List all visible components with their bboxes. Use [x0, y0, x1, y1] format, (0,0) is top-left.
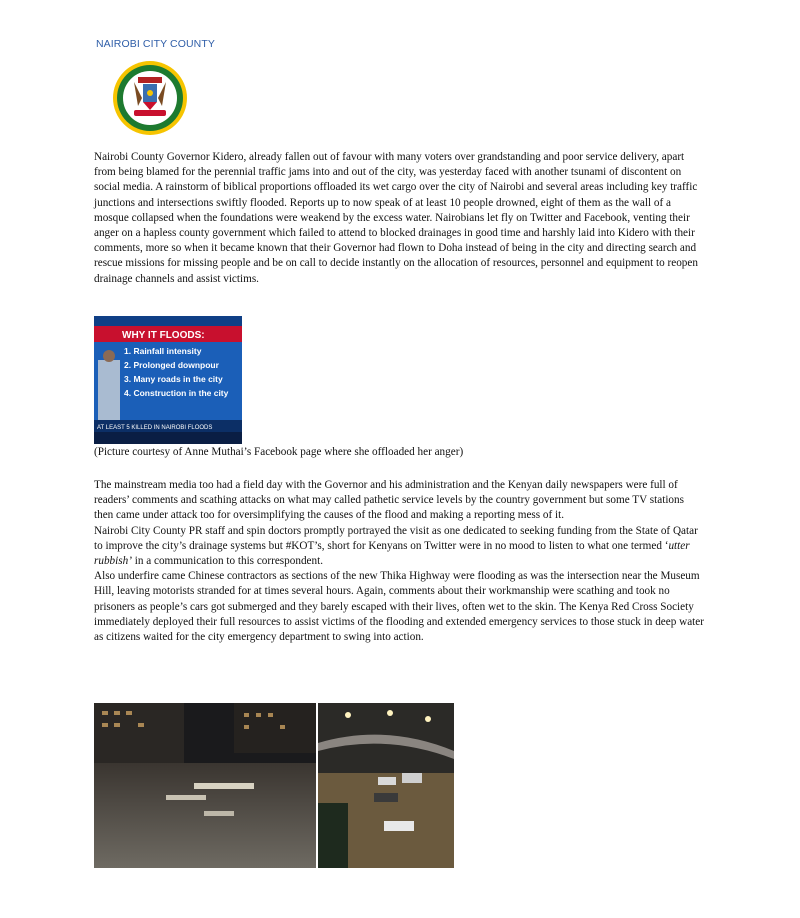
contractors-paragraph: Also underfire came Chinese contractors as sections of the new Thika Highway were flooding as was the intersection near the Museum Hill, leaving motorists stranded for at times several hours. Again, comments about their workmanship were scathing and took no prisoners as people’s cars got submerged and they barely escaped with their lives, often wet to the skin. The Kenya Red Cross Society immediately deployed their full resources to assist victims of the flooding and extended emergency services to those stuck in deep water as citizens waited for the city emergency department to swing into action.: [94, 570, 704, 644]
org-header: NAIROBI CITY COUNTY: [96, 38, 215, 50]
county-seal-logo: [112, 60, 188, 136]
tv-item-1: 1. Rainfall intensity: [124, 346, 202, 356]
media-paragraph: The mainstream media too had a field day with the Governor and his administration and the Kenyan daily newspapers were full of readers’ comments and scathing attacks on what may called pathetic service levels by the country government but some TV stations then came under attack too for oversimplifying the causes of the flood and making a reporting mess of it.: [94, 479, 684, 522]
flooded-highway-image: [318, 703, 454, 868]
tv-item-2: 2. Prolonged downpour: [124, 360, 219, 370]
pr-paragraph: Nairobi City County PR staff and spin doctors promptly portrayed the visit as one dedicated to seeking funding from the State of Qatar to improve the city’s drainage systems but #KOT’s, short for Kenyans on Twitter were in no mood to listen to what one termed ‘utter rubbish’ in a communication to this correspondent.: [94, 524, 698, 568]
tv-item-3: 3. Many roads in the city: [124, 374, 223, 384]
body-paragraphs: [94, 478, 706, 645]
tv-screenshot-image: [94, 316, 242, 444]
photo-caption: (Picture courtesy of Anne Muthai’s Facebook page where she offloaded her anger): [94, 446, 464, 458]
intro-paragraph: Nairobi County Governor Kidero, already fallen out of favour with many voters over grandstanding and poor service delivery, apart from being blamed for the perennial traffic jams into and out of the city, was yesterday faced with another tsunami of discontent on social media. A rainstorm of biblical proportions offloaded its wet cargo over the city of Nairobi and several areas including key traffic junctions and intersections swiftly flooded. Reports up to now speak of at least 10 people drowned, eight of them as the wall of a mosque collapsed when the foundations were weakend by the excess water. Nairobians let fly on Twitter and Facebook, venting their anger on a hapless county government which failed to attend to blocked drainages in good time and harshly laid into Kidero with their comments, more so when it became known that their Governor had flown to Doha instead of being in the city and directing search and rescue missions for missing people and be on call to decide instantly on the allocation of resources, personnel and equipment to reopen drainage channels and assist victims.: [94, 151, 698, 285]
quote-text: utter rubbish’: [94, 539, 690, 568]
tv-banner-text: WHY IT FLOODS:: [122, 330, 205, 341]
flooded-street-night-image: [94, 703, 316, 868]
tv-ticker: AT LEAST 5 KILLED IN NAIROBI FLOODS: [97, 425, 213, 431]
tv-item-4: 4. Construction in the city: [124, 388, 229, 398]
